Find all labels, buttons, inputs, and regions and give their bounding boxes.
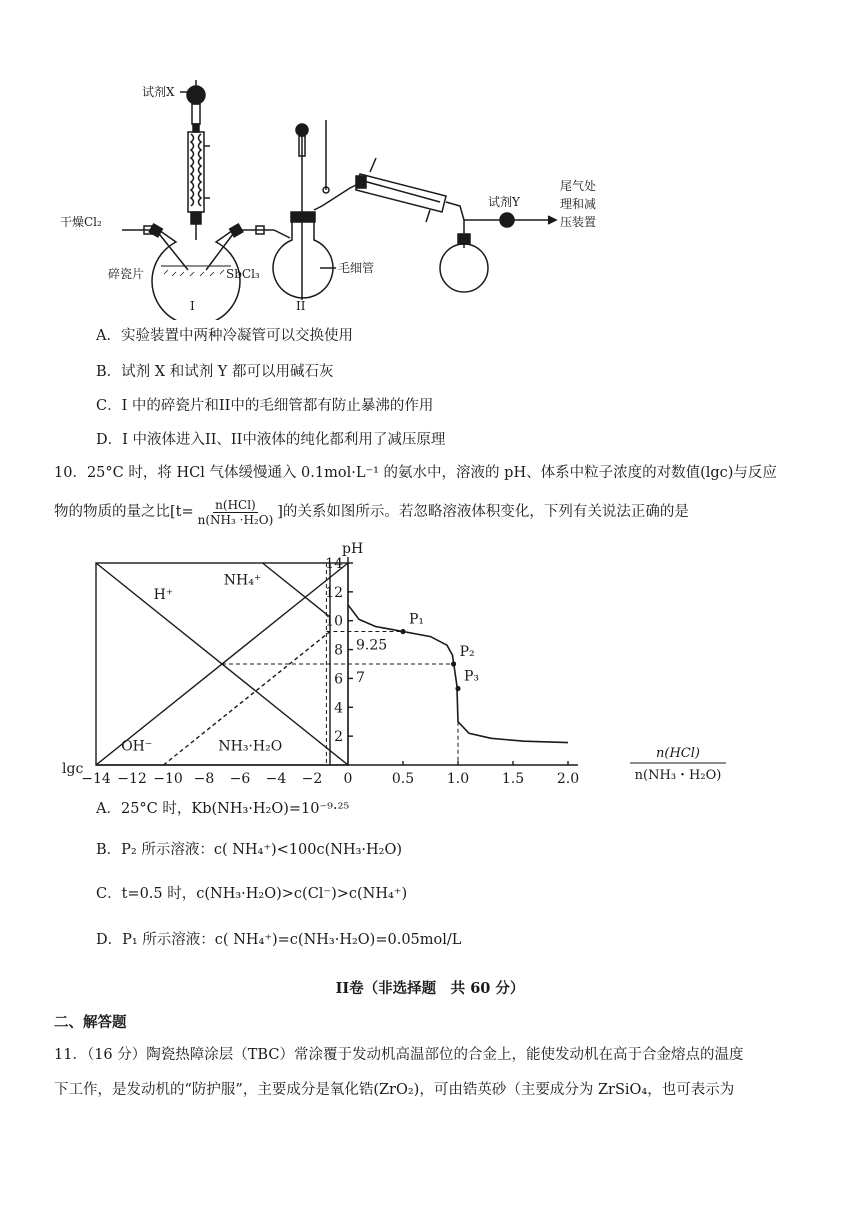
section2-title: II卷（非选择题 共 60 分） — [335, 980, 525, 997]
ratio-fraction-denominator: n(NH₃ ·H₂O) — [197, 512, 274, 527]
t-tick-label: 2.0 — [556, 771, 580, 787]
tail-gas-label-3: 压装置 — [560, 215, 597, 229]
lgc-tick-label: −4 — [265, 771, 287, 787]
q10-stem-line2-post: ]的关系如图所示。若忽略溶液体积变化，下列有关说法正确的是 — [277, 504, 689, 520]
t-tick-label: 1.0 — [446, 771, 470, 787]
ph-tick-label: 10 — [325, 613, 343, 630]
nh4-line-label: NH₄⁺ — [223, 572, 262, 589]
ph-tick-label: 2 — [334, 729, 343, 746]
ph-curve — [348, 605, 568, 743]
q10-option-d: D．P₁ 所示溶液：c( NH₄⁺)=c(NH₃·H₂O)=0.05mol/L — [96, 932, 462, 948]
lgc-axis-label: lgc — [62, 761, 84, 777]
t-tick-label: 1.5 — [501, 771, 525, 787]
ph-axis-label: pH — [342, 541, 364, 557]
q10-option-b: B．P₂ 所示溶液：c( NH₄⁺)<100c(NH₃·H₂O) — [96, 842, 403, 858]
nh4-line — [263, 563, 331, 617]
t-axis-label-numerator: n(HCl) — [656, 746, 700, 761]
lgc-tick-label: −6 — [229, 771, 251, 787]
ratio-fraction-numerator: n(HCl) — [215, 497, 256, 512]
apparatus-diagram — [60, 70, 620, 320]
t-tick-label: 0.5 — [391, 771, 415, 787]
broken-porcelain-label: 碎瓷片 — [108, 267, 145, 281]
lgc-tick-label: −2 — [301, 771, 323, 787]
ratio-fraction — [196, 498, 276, 527]
point-p2-label: P₂ — [459, 644, 475, 660]
lgc-tick-label: 0 — [343, 771, 353, 787]
ph-tick-label: 6 — [334, 671, 343, 688]
lgc-tick-label: −8 — [193, 771, 215, 787]
point-p2 — [451, 661, 456, 666]
point-p1 — [400, 629, 405, 634]
flask-ii-label: II — [296, 299, 306, 313]
tail-gas-label-1: 尾气处 — [560, 179, 597, 193]
ph-tick-label: 4 — [334, 700, 343, 717]
q9-option-b: B．试剂 X 和试剂 Y 都可以用碱石灰 — [96, 364, 334, 380]
q9-option-c: C．I 中的碎瓷片和II中的毛细管都有防止暴沸的作用 — [96, 398, 434, 414]
oh-minus-line-label: OH⁻ — [121, 738, 153, 755]
h-plus-line-label: H⁺ — [153, 587, 174, 604]
point-p3-label: P₃ — [464, 668, 480, 685]
q10-option-a: A．25°C 时，Kb(NH₃·H₂O)=10⁻⁹·²⁵ — [96, 801, 350, 817]
reagent-x-label: 试剂X — [142, 85, 175, 99]
lgc-tick-label: −12 — [117, 771, 147, 787]
ph-lgc-chart — [50, 535, 750, 795]
capillary-label: 毛细管 — [338, 261, 375, 275]
nh3h2o-line-label: NH₃·H₂O — [218, 738, 283, 755]
lgc-tick-label: −14 — [81, 771, 111, 787]
tail-gas-label-2: 理和减 — [560, 197, 597, 211]
reagent-y-label: 试剂Y — [488, 195, 520, 209]
q9-option-d: D．I 中液体进入II、II中液体的纯化都利用了减压原理 — [96, 432, 446, 448]
ph-tick-label: 14 — [325, 556, 343, 572]
q10-stem-line1: 10．25°C 时，将 HCl 气体缓慢通入 0.1mol·L⁻¹ 的氨水中，溶液的 pH、体系中粒子浓度的对数值(lgc)与反应 — [54, 465, 777, 481]
ph-tick-label: 8 — [334, 642, 343, 659]
ref-label-7: 7 — [356, 670, 365, 686]
q10-option-c: C．t=0.5 时，c(NH₃·H₂O)>c(Cl⁻)>c(NH₄⁺) — [96, 886, 408, 902]
flask-i-label: I — [190, 299, 195, 313]
ref-label-9-25: 9.25 — [356, 637, 388, 654]
point-p1-label: P₁ — [409, 611, 425, 628]
section2-heading: 二、解答题 — [54, 1014, 127, 1031]
sbcl3-label: SbCl₃ — [226, 267, 260, 281]
dry-cl2-label: 干燥Cl₂ — [60, 215, 102, 229]
point-p3 — [455, 686, 460, 691]
q10-stem-line2 — [54, 497, 689, 527]
ph-tick-label: 12 — [325, 584, 343, 601]
q11-line2: 下工作，是发动机的“防护服”，主要成分是氧化锆(ZrO₂)，可由锆英砂（主要成分为 ZrSiO₄，也可表示为 — [54, 1082, 735, 1098]
q9-option-a: A．实验装置中两种冷凝管可以交换使用 — [96, 328, 353, 344]
t-axis-label-denominator: n(NH₃・H₂O) — [634, 768, 722, 783]
lgc-tick-label: −10 — [153, 771, 183, 787]
q10-stem-line2-pre: 物的物质的量之比[t= — [54, 504, 194, 520]
q11-line1: 11．（16 分）陶瓷热障涂层（TBC）常涂覆于发动机高温部位的合金上，能使发动机在高于合金熔点的温度 — [54, 1047, 744, 1063]
